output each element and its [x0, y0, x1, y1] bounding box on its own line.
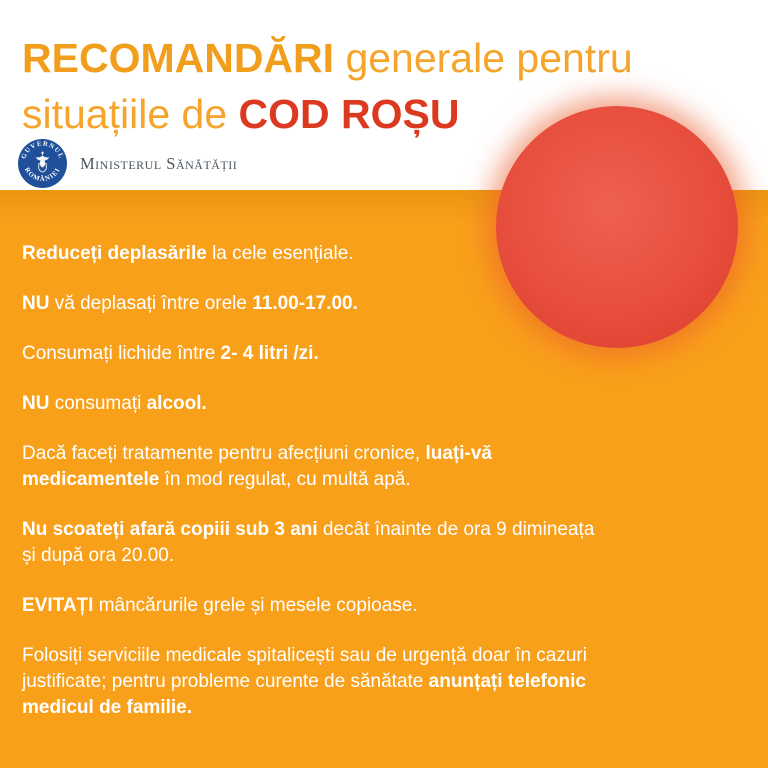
recommendation-text: Dacă faceți tratamente pentru afecțiuni cronice,: [22, 443, 426, 464]
recommendation-bold-text: alcool.: [146, 393, 207, 414]
recommendation-text: consumați: [49, 393, 147, 414]
recommendation-bold-text: Reduceți deplasările: [22, 243, 207, 264]
recommendation-bold-text: luați-vă: [425, 443, 492, 464]
recommendation-bold-text: 2- 4 litri /zi.: [220, 343, 319, 364]
recommendation-text: în mod regulat, cu multă apă.: [159, 469, 411, 490]
recommendation-item: [22, 643, 722, 721]
recommendation-bold-text: medicamentele: [22, 469, 160, 490]
title-segment: generale pentru: [334, 35, 633, 81]
recommendation-text: la cele esențiale.: [206, 243, 354, 264]
government-logo-icon: [18, 139, 67, 188]
recommendation-text: Folosiți serviciile medicale spitalicești sau de urgență doar în cazuri: [22, 645, 587, 666]
brand-row: [18, 139, 237, 188]
recommendation-text: justificate; pentru probleme curente de sănătate: [22, 671, 429, 692]
recommendation-text: și după ora 20.00.: [22, 545, 175, 566]
title-line: [22, 30, 768, 86]
title-segment: situațiile de: [22, 91, 239, 137]
recommendation-text: vă deplasați între orele: [49, 293, 253, 314]
recommendation-item: [22, 517, 722, 569]
title-segment: RECOMANDĂRI: [22, 35, 335, 81]
recommendation-bold-text: 11.00-17.00.: [252, 293, 358, 314]
recommendation-text: decât înainte de ora 9 dimineața: [317, 519, 595, 540]
recommendation-bold-text: NU: [22, 393, 50, 414]
title-segment: COD ROȘU: [238, 91, 460, 137]
ministry-name: Ministerul Sănătății: [80, 153, 238, 173]
recommendation-item: [22, 441, 722, 493]
recommendation-bold-text: NU: [22, 293, 50, 314]
recommendation-text: Consumați lichide între: [22, 343, 221, 364]
red-sun-circle: [496, 106, 738, 348]
recommendation-bold-text: EVITAȚI: [22, 595, 94, 616]
recommendation-bold-text: anunțați telefonic: [428, 671, 586, 692]
recommendation-bold-text: Nu scoateți afară copiii sub 3 ani: [22, 519, 318, 540]
svg-text:ROMÂNIEI: ROMÂNIEI: [22, 166, 62, 183]
svg-text:GUVERNUL: GUVERNUL: [20, 140, 65, 161]
recommendation-item: [22, 391, 722, 417]
recommendation-item: [22, 593, 722, 619]
recommendation-text: mâncărurile grele și mesele copioase.: [93, 595, 418, 616]
recommendation-bold-text: medicul de familie.: [22, 697, 192, 718]
